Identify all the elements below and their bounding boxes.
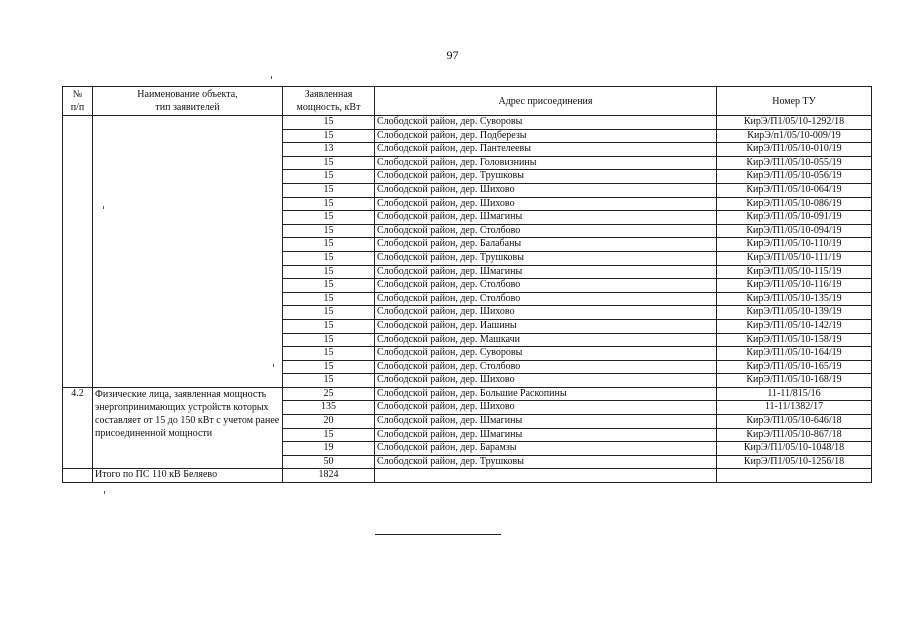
address-cell: Слободской район, дер. Суворовы xyxy=(375,347,717,361)
tu-number-cell: КирЭ/п1/05/10-009/19 xyxy=(717,129,872,143)
address-cell: Слободской район, дер. Балабаны xyxy=(375,238,717,252)
tu-number-cell: КирЭ/П1/05/10-055/19 xyxy=(717,156,872,170)
header-name: Наименование объекта, тип заявителей xyxy=(93,87,283,116)
total-row xyxy=(63,469,872,483)
address-cell: Слободской район, дер. Шихово xyxy=(375,306,717,320)
address-cell: Слободской район, дер. Головизнины xyxy=(375,156,717,170)
row-num-cell xyxy=(63,116,93,388)
address-cell: Слободской район, дер. Трушковы xyxy=(375,455,717,469)
power-cell: 15 xyxy=(283,183,375,197)
tu-number-cell: КирЭ/П1/05/10-115/19 xyxy=(717,265,872,279)
address-cell: Слободской район, дер. Трушковы xyxy=(375,170,717,184)
tu-number-cell: КирЭ/П1/05/10-139/19 xyxy=(717,306,872,320)
address-cell: Слободской район, дер. Барамзы xyxy=(375,442,717,456)
page-number: 97 xyxy=(446,48,459,62)
total-label: Итого по ПС 110 кВ Беляево xyxy=(93,469,283,483)
tu-number-cell: КирЭ/П1/05/10-1256/18 xyxy=(717,455,872,469)
power-cell: 135 xyxy=(283,401,375,415)
power-cell: 15 xyxy=(283,292,375,306)
power-cell: 19 xyxy=(283,442,375,456)
tu-number-cell: КирЭ/П1/05/10-091/19 xyxy=(717,211,872,225)
table-header-row xyxy=(63,87,872,116)
address-cell: Слободской район, дер. Трушковы xyxy=(375,251,717,265)
tu-number-cell: КирЭ/П1/05/10-056/19 xyxy=(717,170,872,184)
address-cell: Слободской район, дер. Шмагины xyxy=(375,428,717,442)
address-cell: Слободской район, дер. Столбово xyxy=(375,224,717,238)
tu-number-cell: КирЭ/П1/05/10-111/19 xyxy=(717,251,872,265)
power-cell: 15 xyxy=(283,319,375,333)
total-num-cell xyxy=(63,469,93,483)
power-cell: 15 xyxy=(283,211,375,225)
tu-number-cell: КирЭ/П1/05/10-135/19 xyxy=(717,292,872,306)
tu-number-cell: КирЭ/П1/05/10-110/19 xyxy=(717,238,872,252)
power-cell: 15 xyxy=(283,347,375,361)
power-cell: 15 xyxy=(283,428,375,442)
scan-mark xyxy=(271,76,272,79)
tu-number-cell: 11-11/815/16 xyxy=(717,387,872,401)
address-cell: Слободской район, дер. Шмагины xyxy=(375,211,717,225)
power-cell: 15 xyxy=(283,238,375,252)
power-cell: 13 xyxy=(283,143,375,157)
tu-number-cell: КирЭ/П1/05/10-168/19 xyxy=(717,374,872,388)
power-cell: 15 xyxy=(283,360,375,374)
power-cell: 15 xyxy=(283,333,375,347)
header-power: Заявленная мощность, кВт xyxy=(283,87,375,116)
address-cell: Слободской район, дер. Шихово xyxy=(375,183,717,197)
scan-mark xyxy=(103,206,104,209)
power-cell: 15 xyxy=(283,156,375,170)
power-cell: 15 xyxy=(283,197,375,211)
address-cell: Слободской район, дер. Шмагины xyxy=(375,265,717,279)
address-cell: Слободской район, дер. Суворовы xyxy=(375,116,717,130)
tu-number-cell: КирЭ/П1/05/10-094/19 xyxy=(717,224,872,238)
tu-number-cell: КирЭ/П1/05/10-158/19 xyxy=(717,333,872,347)
address-cell: Слободской район, дер. Столбово xyxy=(375,360,717,374)
table-row xyxy=(63,116,872,130)
connections-table xyxy=(62,86,872,483)
address-cell: Слободской район, дер. Шмагины xyxy=(375,415,717,429)
tu-number-cell: КирЭ/П1/05/10-1048/18 xyxy=(717,442,872,456)
address-cell: Слободской район, дер. Шихово xyxy=(375,197,717,211)
tu-number-cell: 11-11/1382/17 xyxy=(717,401,872,415)
tu-number-cell: КирЭ/П1/05/10-646/18 xyxy=(717,415,872,429)
address-cell: Слободской район, дер. Иашины xyxy=(375,319,717,333)
power-cell: 15 xyxy=(283,306,375,320)
row-name-cell: Физические лица, заявленная мощность энергопринимающих устройств которых составляет от 15 до 150 кВт с учетом ранее присоединенной мощности xyxy=(93,387,283,469)
header-tu: Номер ТУ xyxy=(717,87,872,116)
power-cell: 15 xyxy=(283,116,375,130)
address-cell: Слободской район, дер. Большие Раскопины xyxy=(375,387,717,401)
tu-number-cell: КирЭ/П1/05/10-867/18 xyxy=(717,428,872,442)
total-address-cell xyxy=(375,469,717,483)
end-rule xyxy=(375,534,501,535)
tu-number-cell: КирЭ/П1/05/10-165/19 xyxy=(717,360,872,374)
header-address: Адрес присоединения xyxy=(375,87,717,116)
table-row xyxy=(63,387,872,401)
power-cell: 25 xyxy=(283,387,375,401)
scan-mark xyxy=(104,491,105,494)
power-cell: 15 xyxy=(283,251,375,265)
address-cell: Слободской район, дер. Шихово xyxy=(375,374,717,388)
address-cell: Слободской район, дер. Пантелеевы xyxy=(375,143,717,157)
address-cell: Слободской район, дер. Шихово xyxy=(375,401,717,415)
power-cell: 15 xyxy=(283,129,375,143)
power-cell: 50 xyxy=(283,455,375,469)
power-cell: 15 xyxy=(283,279,375,293)
total-tu-cell xyxy=(717,469,872,483)
row-name-cell xyxy=(93,116,283,388)
header-num: № п/п xyxy=(63,87,93,116)
tu-number-cell: КирЭ/П1/05/10-010/19 xyxy=(717,143,872,157)
tu-number-cell: КирЭ/П1/05/10-086/19 xyxy=(717,197,872,211)
address-cell: Слободской район, дер. Машкачи xyxy=(375,333,717,347)
power-cell: 15 xyxy=(283,265,375,279)
tu-number-cell: КирЭ/П1/05/10-142/19 xyxy=(717,319,872,333)
address-cell: Слободской район, дер. Столбово xyxy=(375,279,717,293)
power-cell: 15 xyxy=(283,374,375,388)
tu-number-cell: КирЭ/П1/05/10-1292/18 xyxy=(717,116,872,130)
scan-mark xyxy=(273,364,274,367)
row-num-cell: 4.2 xyxy=(63,387,93,469)
address-cell: Слободской район, дер. Столбово xyxy=(375,292,717,306)
power-cell: 15 xyxy=(283,170,375,184)
address-cell: Слободской район, дер. Подберезы xyxy=(375,129,717,143)
power-cell: 15 xyxy=(283,224,375,238)
table-body xyxy=(63,116,872,483)
tu-number-cell: КирЭ/П1/05/10-164/19 xyxy=(717,347,872,361)
total-power: 1824 xyxy=(283,469,375,483)
tu-number-cell: КирЭ/П1/05/10-116/19 xyxy=(717,279,872,293)
tu-number-cell: КирЭ/П1/05/10-064/19 xyxy=(717,183,872,197)
power-cell: 20 xyxy=(283,415,375,429)
